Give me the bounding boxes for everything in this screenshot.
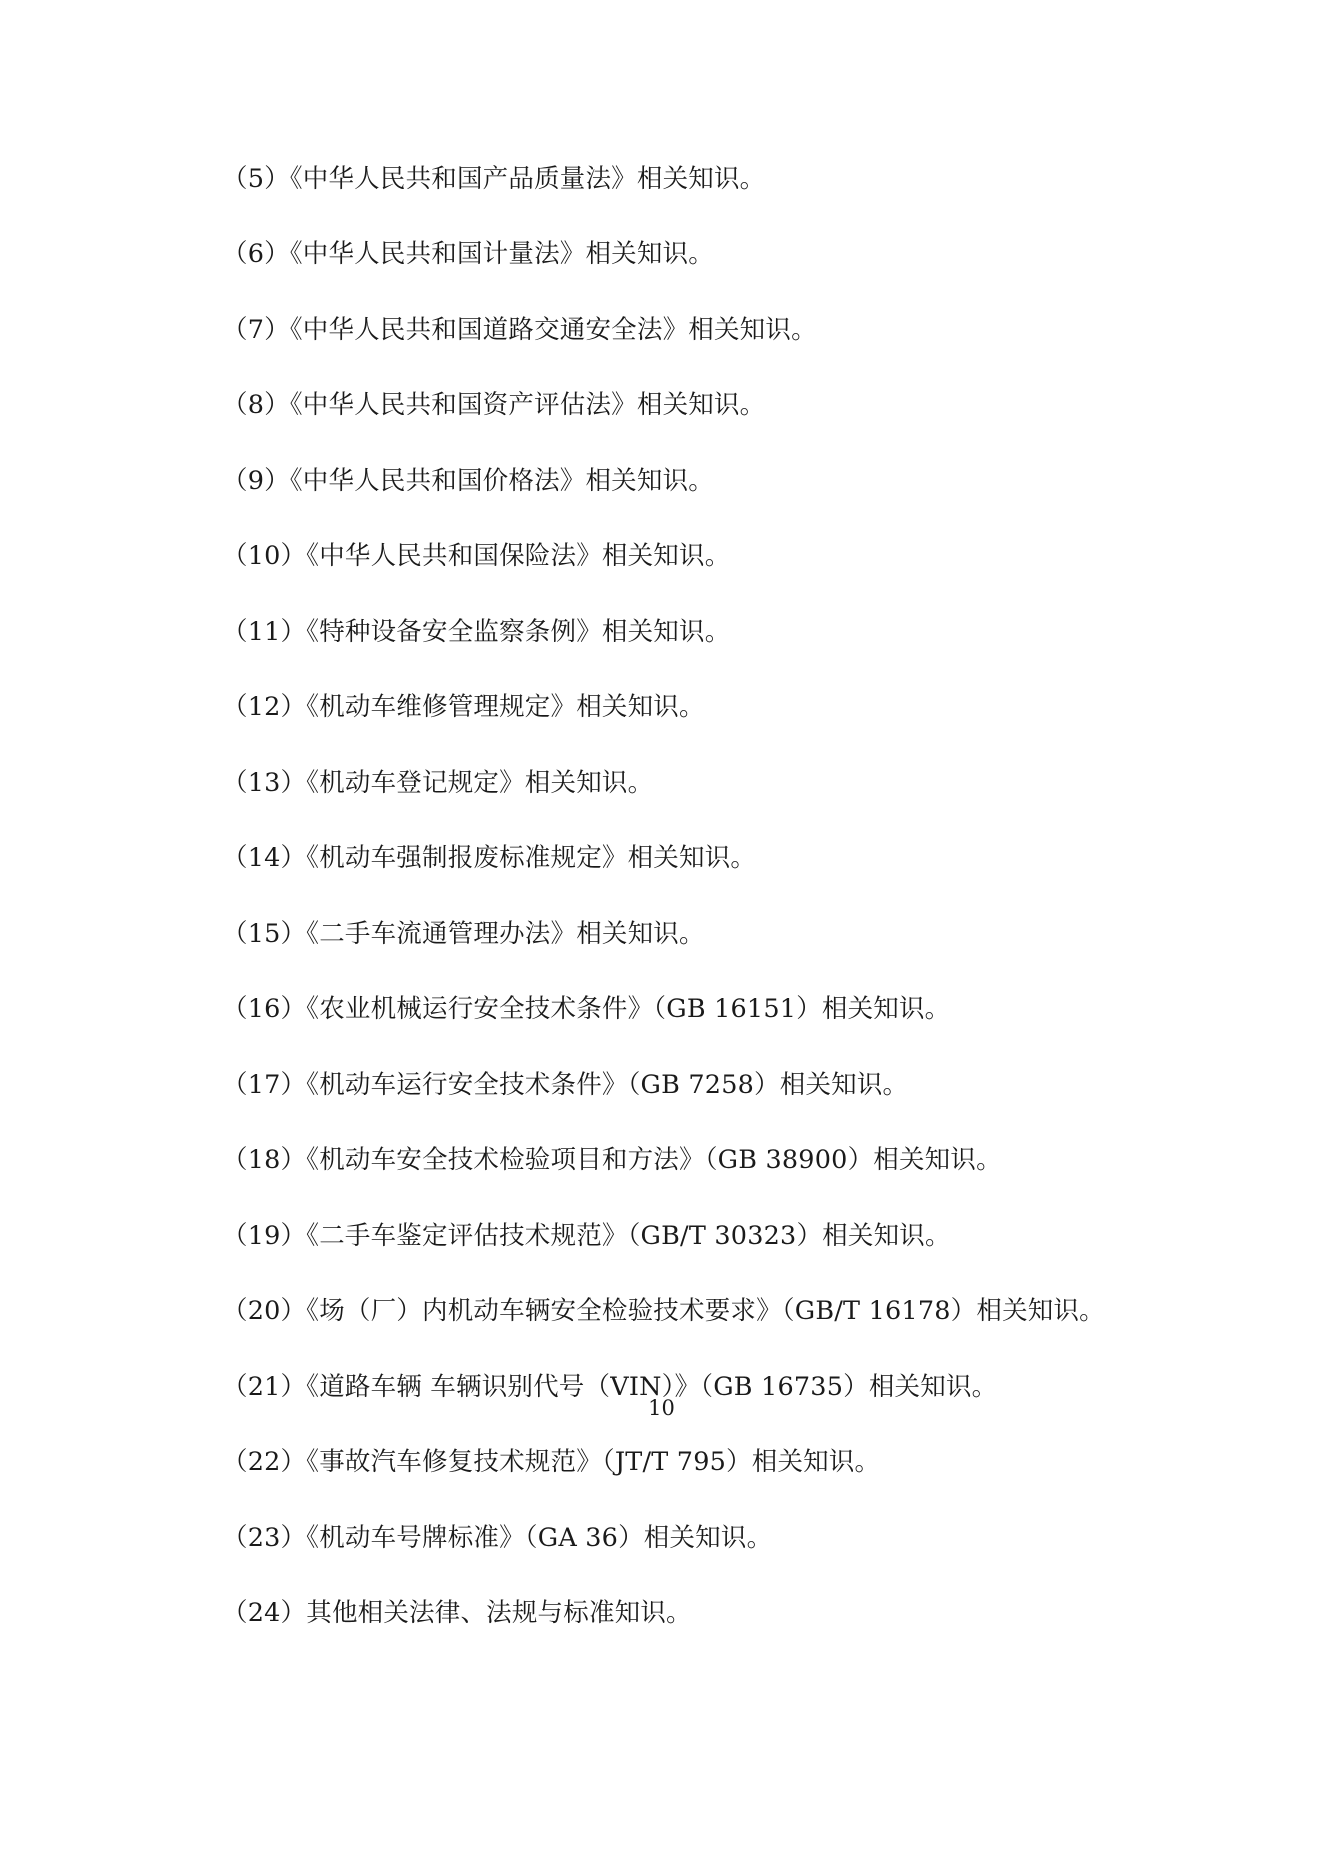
list-item: （12）《机动车维修管理规定》相关知识。 [222,692,705,722]
list-item: （17）《机动车运行安全技术条件》（GB 7258）相关知识。 [222,1069,909,1100]
list-item: （19）《二手车鉴定评估技术规范》（GB/T 30323）相关知识。 [222,1220,951,1251]
list-item: （16）《农业机械运行安全技术条件》（GB 16151）相关知识。 [222,994,951,1024]
list-item: （11）《特种设备安全监察条例》相关知识。 [222,616,731,647]
list-item: （8）《中华人民共和国资产评估法》相关知识。 [222,390,766,420]
list-item: （7）《中华人民共和国道路交通安全法》相关知识。 [222,314,817,345]
document-body [222,128,1122,1664]
list-item: （24）其他相关法律、法规与标准知识。 [222,1598,692,1628]
list-item: （9）《中华人民共和国价格法》相关知识。 [222,465,714,496]
page-number: 10 [648,1396,675,1420]
list-item: （23）《机动车号牌标准》（GA 36）相关知识。 [222,1522,773,1553]
list-item: （5）《中华人民共和国产品质量法》相关知识。 [222,163,766,194]
list-item: （21）《道路车辆 车辆识别代号（VIN）》（GB 16735）相关知识。 [222,1371,998,1402]
list-item: （20）《场（厂）内机动车辆安全检验技术要求》（GB/T 16178）相关知识。 [222,1296,1105,1326]
list-item: （6）《中华人民共和国计量法》相关知识。 [222,239,714,269]
list-item: （15）《二手车流通管理办法》相关知识。 [222,918,705,949]
list-item: （13）《机动车登记规定》相关知识。 [222,767,654,798]
list-item: （14）《机动车强制报废标准规定》相关知识。 [222,843,757,873]
list-item: （10）《中华人民共和国保险法》相关知识。 [222,541,731,571]
list-item: （22）《事故汽车修复技术规范》（JT/T 795）相关知识。 [222,1447,881,1477]
list-item: （18）《机动车安全技术检验项目和方法》（GB 38900）相关知识。 [222,1145,1002,1175]
